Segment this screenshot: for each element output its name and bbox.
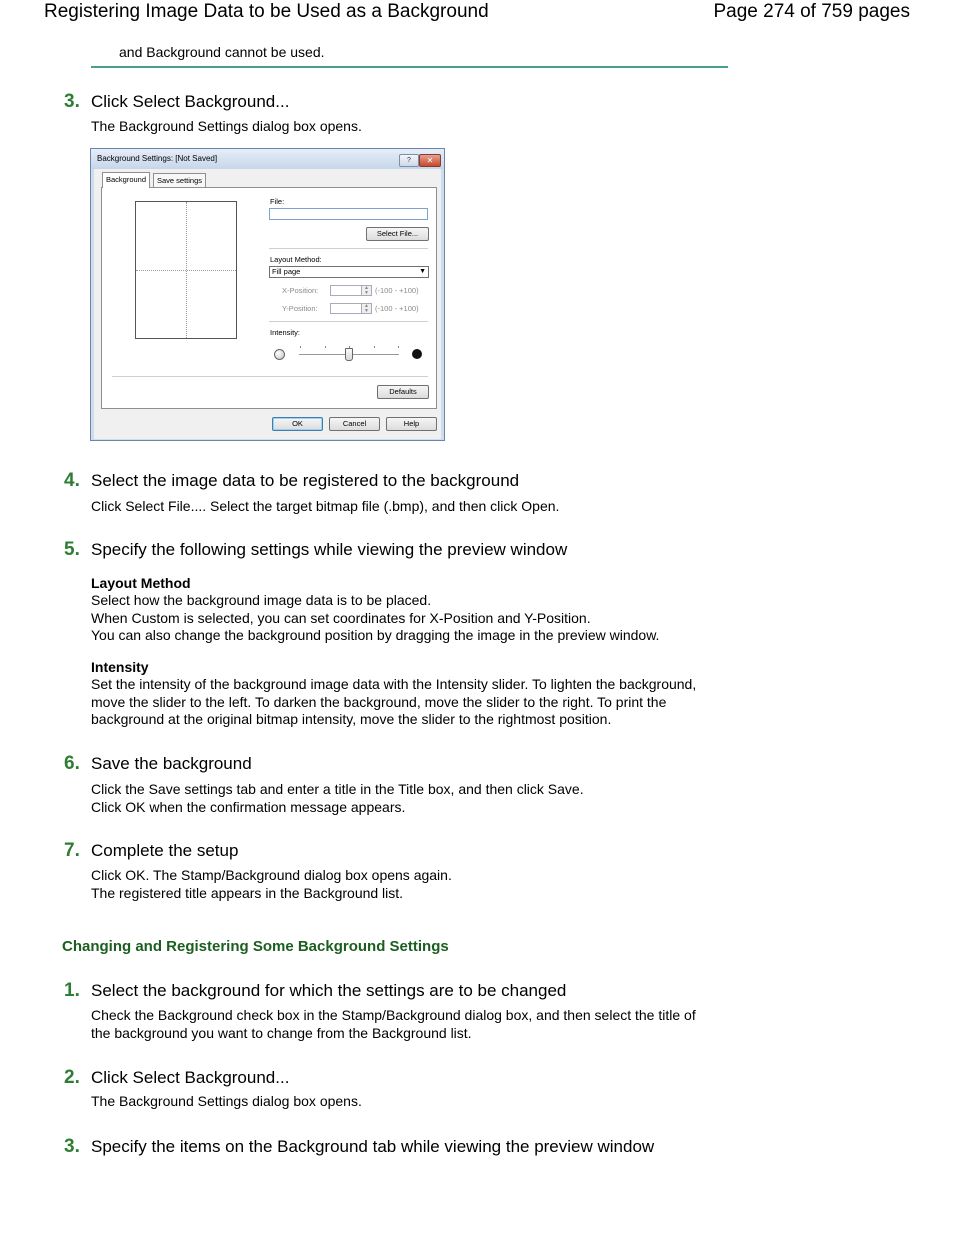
slider-tick [325,346,326,348]
help-button[interactable]: Help [386,417,437,431]
step-title: Specify the following settings while viewing the preview window [91,540,568,559]
step-text: Click Select File.... Select the target bitmap file (.bmp), and then click Open. [91,498,560,514]
note-text: and Background cannot be used. [119,44,325,60]
preview-guide-horizontal [136,270,236,271]
note-divider [91,66,728,68]
step-title: Specify the items on the Background tab while viewing the preview window [91,1137,655,1156]
step-title: Click Select Background... [91,1068,290,1087]
subheading: Intensity [91,659,149,675]
step-text: Click OK. The Stamp/Background dialog box opens again. [91,867,452,883]
x-position-label: X-Position: [282,286,319,295]
slider-tick [398,346,399,348]
y-position-range: (-100 - +100) [375,304,419,313]
step-title: Select the image data to be registered to the background [91,471,520,490]
step-title: Select the background for which the settings are to be changed [91,981,567,1000]
step-title: Complete the setup [91,841,239,860]
step-number: 2. [64,1067,80,1088]
tab-background[interactable]: Background [102,172,150,188]
spin-arrows-icon: ▲ ▼ [361,286,371,295]
step-title: Click Select Background... [91,92,290,111]
divider [269,248,428,249]
intensity-block [91,659,711,729]
x-position-range: (-100 - +100) [375,286,419,295]
tab-save-settings[interactable]: Save settings [153,173,206,187]
step-body [91,118,721,136]
file-label: File: [270,197,285,206]
step-body [91,1007,709,1042]
preview-window[interactable] [135,201,237,339]
background-settings-dialog [90,148,445,441]
paragraph-line: Select how the background image data is to be placed. [91,592,432,608]
select-file-button[interactable]: Select File... [366,227,429,241]
tab-panel-background [101,187,437,409]
step-number: 6. [64,753,80,774]
close-icon[interactable]: ✕ [419,154,441,167]
page-header-title: Registering Image Data to be Used as a Background [44,1,489,22]
step-number: 5. [64,539,80,560]
cancel-button[interactable]: Cancel [329,417,380,431]
chevron-down-icon: ▼ [419,268,426,275]
y-position-label: Y-Position: [282,304,318,313]
light-circle-icon [274,349,285,360]
layout-method-value: Fill page [272,267,301,276]
dialog-titlebar [91,149,444,169]
help-icon[interactable]: ? [399,154,419,167]
step-number: 1. [64,980,80,1001]
step-text: The registered title appears in the Background list. [91,884,404,901]
dark-circle-icon [412,349,422,359]
step-text: The Background Settings dialog box opens. [91,1093,362,1109]
layout-method-select[interactable] [269,266,429,278]
intensity-label: Intensity: [270,328,301,337]
step-body [91,781,721,816]
x-position-stepper[interactable] [330,285,372,296]
step-body [91,867,721,902]
paragraph-line: You can also change the background position by dragging the image in the preview window. [91,627,660,643]
step-text: Click the Save settings tab and enter a title in the Title box, and then click Save. [91,781,584,797]
step-number: 3. [64,91,80,112]
step-body [91,1093,721,1111]
step-number: 3. [64,1136,80,1157]
step-text: Check the Background check box in the Stamp/Background dialog box, and then select the title of the background you want to change from the Background list. [91,1007,696,1041]
dialog-title: Background Settings: [Not Saved] [97,154,218,163]
step-number: 7. [64,840,80,861]
defaults-button[interactable]: Defaults [377,385,429,399]
divider [269,321,428,322]
intensity-slider-thumb[interactable] [345,348,353,361]
paragraph-line: When Custom is selected, you can set coordinates for X-Position and Y-Position. [91,609,591,626]
file-field[interactable] [269,208,428,220]
step-text: Click OK when the confirmation message appears. [91,798,406,815]
divider [112,376,428,377]
spin-arrows-icon: ▲ ▼ [361,304,371,313]
dialog-body [94,169,441,439]
subheading: Layout Method [91,575,191,591]
layout-method-block [91,575,721,645]
layout-method-label: Layout Method: [270,255,322,264]
ok-button[interactable]: OK [272,417,323,431]
slider-tick [374,346,375,348]
page-counter: Page 274 of 759 pages [713,1,910,22]
y-position-stepper[interactable] [330,303,372,314]
step-body [91,498,721,516]
section-heading: Changing and Registering Some Background Settings [62,938,449,955]
step-number: 4. [64,470,80,491]
slider-tick [300,346,301,348]
paragraph: Set the intensity of the background image data with the Intensity slider. To lighten the background, move the slider to the left. To darken the background, move the slider to the right. To print the background at the original bitmap intensity, move the slider to the rightmost position. [91,676,697,727]
step-text: The Background Settings dialog box opens. [91,118,362,134]
step-title: Save the background [91,754,252,773]
